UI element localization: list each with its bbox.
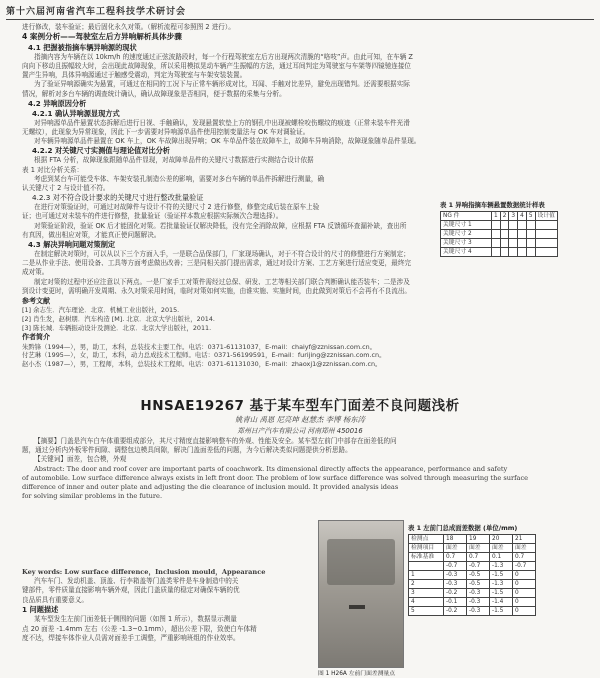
table-cell: 0 <box>513 589 536 598</box>
table-1-block <box>440 200 558 257</box>
door-window <box>327 539 395 585</box>
article-body <box>22 568 312 643</box>
keywords-cn: 【关键词】面差，包合模，外观 <box>34 455 127 464</box>
abstract-en: for solving similar problems in the future. <box>22 492 163 501</box>
paragraph: 对策验证阶段，验证 OK 后才能固化对策。若批量验证仅解决降低，没有完全消除故障，应根据 FTA 反馈循环查漏补缺，查出所 <box>34 221 407 230</box>
paragraph: 为了验证异响源确实为悬置，可通过在相同的工况下与正常车辆形成对比，耳闻、手触对比差异，避免出现错判。还需要根据实际 <box>34 80 410 89</box>
table-cell: -0.3 <box>467 607 490 616</box>
table-cell: -0.2 <box>444 589 467 598</box>
table-header-cell: 设计值 <box>535 212 557 221</box>
paragraph: 考虑到某台车可能受车体、车架安装孔制造公差的影响，需要对多台车辆的单品件拆解进行测量，确 <box>34 174 325 183</box>
journal-header: 第十六届河南省汽车工程科技学术研讨会 <box>6 7 187 17</box>
table-row <box>409 607 536 616</box>
paragraph: 某车型发生左前门面差低于侧围的问题（如图 1 所示），数据显示测量 <box>34 615 237 624</box>
paragraph: 指摘内容为车辆在以 10km/h 的速度通过正弦波路段时，每一个行程驾驶室左后方出现两次清脆的“咯吱”声。由此可知，在车辆 Z <box>34 52 413 61</box>
table-cell: -0.7 <box>444 562 467 571</box>
paragraph: 键部件，零件质量直接影响车辆外观，因此门盖质量的稳定对确保车辆的优 <box>22 586 240 595</box>
table-cell: 0 <box>513 571 536 580</box>
table-row <box>409 571 536 580</box>
table-cell: 面差 <box>490 544 513 553</box>
table-cell <box>409 562 444 571</box>
author-bio-title: 作者简介 <box>22 333 50 342</box>
article-affiliation: 郑州日产汽车有限公司 河南郑州 450016 <box>237 427 363 435</box>
table-cell: 0 <box>513 598 536 607</box>
table-row <box>441 239 558 248</box>
table-row <box>441 248 558 257</box>
paragraph: 在制定解决对策时，可以从以下三个方面入手，一是联合品保部门，厂家现场确认，对于不符合设计的尺寸的修整进行方案制定； <box>34 249 410 258</box>
table-cell: 5 <box>409 607 444 616</box>
table-row <box>409 580 536 589</box>
table-cell: 面差 <box>467 544 490 553</box>
table-cell: 检测项目 <box>409 544 444 553</box>
paragraph: 度不达，焊接车体作业人员需对面差手工调整，严重影响班组的作业效率。 <box>22 633 240 642</box>
table-cell: 关键尺寸 3 <box>441 239 492 248</box>
table-row <box>409 562 536 571</box>
table-row <box>409 544 536 553</box>
paragraph: 证；也可通过对未装车的件进行修整，批量验证（验证样本数应根据实际频次合理选择）。 <box>22 212 283 221</box>
table-cell: 0 <box>513 580 536 589</box>
abstract-cn: 【摘要】门盖是汽车白车体重要组成部分，其尺寸精度直接影响整车的外观、性能及安全。某车型左前门中部存在面差低的问 <box>34 437 397 445</box>
paragraph: 置产生异响，具体异响源通过于触感受震动，判定为驾驶室与车架安装装置。 <box>22 71 247 80</box>
table-cell: 3 <box>409 589 444 598</box>
abstract-block <box>22 437 578 501</box>
table-cell: -0.1 <box>444 598 467 607</box>
paragraph: 制定对策的过程中还应注意以下两点。一是厂家手工对策件需经过总保、研发、工艺等相关部门联合判断确认能否装车；二是涉及 <box>34 277 410 286</box>
paragraph: 汽车车门、发动机盖、顶盖、行李箱盖等门盖类零件是车身制造中的关 <box>34 577 239 586</box>
paragraph: 无螺纹），此现象为异常现象，因此下一步需要对异响源单品件使用控制变量法与 OK 车对调验证。 <box>22 127 310 136</box>
paragraph: 点 20 面差 -1.4mm 左右（公差 -1.3~0.1mm），超出公差下限，致使白车体精 <box>22 624 257 633</box>
table-cell: 1 <box>409 571 444 580</box>
table-cell: -1.5 <box>490 607 513 616</box>
table-cell: -0.2 <box>444 607 467 616</box>
table-header-cell: 2 <box>500 212 509 221</box>
article-authors: 姚青山 禹恩 尼亮坤 赵慧杰 李博 杨东涛 <box>235 415 365 424</box>
table-1-caption: 表 1 异响指摘车辆悬置数据统计样表 <box>440 201 545 209</box>
paragraph: 在进行对策验证时，可通过对故障件与设计不符的关键尺寸 2 进行修整，修整完成后装在原车上验 <box>34 203 320 212</box>
paragraph: 向向下移动且振幅较大时，会出现此故障现象，所以采用模拟晃动车辆产生振幅的方法，通过耳间判定为驾驶室与车架等四镜驰连接位 <box>22 61 412 70</box>
upper-article <box>22 23 578 369</box>
table-header-row <box>441 212 558 221</box>
abstract-en: of automobile. Low surface difference always exists in left front door. The problem of low surface difference was solved through measuring the surface <box>22 473 529 482</box>
section-4-2-title: 4.2 异响原因分析 <box>28 98 87 108</box>
abstract-en: Abstract: The door and roof cover are important parts of coachwork. Its dimensional directly affects the appearance, performance and safety <box>34 464 508 473</box>
figure-1-door-photo <box>318 520 404 668</box>
table-cell: 19 <box>467 535 490 544</box>
table-cell: -1.5 <box>490 571 513 580</box>
article-title: HNSAE19267 基于某车型车门面差不良问题浅析 <box>140 398 460 414</box>
section-4-2-3-title: 4.2.3 对不符合设计要求的关键尺寸进行整改批量验证 <box>32 193 204 203</box>
table-cell: 18 <box>444 535 467 544</box>
table-cell: -0.5 <box>467 580 490 589</box>
paragraph: 对异响源单品件悬置状态拆解后进行日视、手触确认，发现悬置软垫上方的钢孔中出现被螺栓咬伤螺纹的痕迹（正常未装车件光滑 <box>34 118 410 127</box>
paragraph: 情况，解析对多台车辆的调查统计确认，确认故障现象是否相同，便于数据的采集与分析。 <box>22 89 286 98</box>
table-cell: 20 <box>490 535 513 544</box>
table-header-cell: NG 件 <box>441 212 492 221</box>
table-cell: 面差 <box>513 544 536 553</box>
reference-item: [2] 肖生发，赵树朋．汽车构造 [M]. 北京．北京大学出版社，2014. <box>22 315 215 324</box>
table-row <box>409 553 536 562</box>
references-title: 参考文献 <box>22 296 50 305</box>
table-header-cell: 5 <box>526 212 535 221</box>
table-2-block <box>408 523 536 616</box>
table-cell: 0 <box>513 607 536 616</box>
section-4-2-1-title: 4.2.1 确认异响源显现方式 <box>32 108 120 118</box>
table-cell: -0.5 <box>467 571 490 580</box>
reference-item: [3] 陈长城．车辆振动设计及测论．北京．北京大学出版社，2011. <box>22 323 212 332</box>
table-cell: 21 <box>513 535 536 544</box>
table-cell: -0.3 <box>467 598 490 607</box>
table-cell: 2 <box>409 580 444 589</box>
table-cell: -0.3 <box>444 580 467 589</box>
table-header-cell: 4 <box>518 212 527 221</box>
table-row <box>409 589 536 598</box>
table-cell: 关键尺寸 2 <box>441 230 492 239</box>
header-rule <box>6 19 594 20</box>
paragraph: 有真因，做出相应对策，才能真正使问题解决。 <box>22 230 161 239</box>
door-handle <box>349 605 365 609</box>
table-header-cell: 3 <box>509 212 518 221</box>
table-row <box>409 598 536 607</box>
abstract-en: difference of inner and outer plate and adjusting the die clearance of inclusion mould. It provided analysis ideas <box>22 483 399 492</box>
table-cell: -0.3 <box>467 589 490 598</box>
author-bio: 朱黔锋（1994—），男，助工，本科，总装技术主要工作。电话：0371-61131037，E-mail：chaiyf@zznissan.com.cn。 <box>22 342 377 351</box>
section-4-2-2-title: 4.2.2 对关键尺寸实测值与理论值对比分析 <box>32 146 170 156</box>
figure-1-caption: 图 1 H26A 左前门面差测量点 <box>318 671 396 677</box>
table-cell: 0.7 <box>467 553 490 562</box>
paragraph: 表 1 对比分析关系： <box>22 165 84 174</box>
author-bio: 赵小杰（1987—），男，工程师，本科，总装技术工程师。电话：0371-61131030，E-mail：zhaoxj1@zznissan.com.cn。 <box>22 359 382 368</box>
section-4-1-title: 4.1 把握被指摘车辆异响源的现状 <box>28 42 137 52</box>
table-cell: -0.7 <box>467 562 490 571</box>
section-1-title: 1 问题描述 <box>22 604 59 614</box>
paragraph: 良品质具有重要意义。 <box>22 595 88 604</box>
abstract-cn: 题，通过分析内外板零件间隙、调整包边模具间隙，解决门盖面差低的问题，为今后解决类似问题提供分析思路。 <box>22 446 352 455</box>
table-cell: -1.4 <box>490 598 513 607</box>
table-2-caption: 表 1 左前门总成面差数据 (单位/mm) <box>408 524 518 532</box>
table-cell: -0.7 <box>513 562 536 571</box>
paragraph: 根据 FTA 分析，故障现象跟随单品件显现，对故障单品件的关键尺寸数据进行实测结合设计依据 <box>34 156 314 165</box>
table-cell: 面差 <box>444 544 467 553</box>
table-cell: 0.7 <box>513 553 536 562</box>
paragraph: 对车辆异响源单品件悬置在 OK 车上，OK 车故障出现异响；OK 车单品件装在故障车上，故障车异响消除，故障现象随单品件显现。 <box>34 137 421 146</box>
table-header-row <box>409 535 536 544</box>
table-cell: -1.3 <box>490 580 513 589</box>
table-cell: -1.5 <box>490 589 513 598</box>
table-cell: -0.3 <box>444 571 467 580</box>
paragraph: 到设计变更时，需明确开发周期、永久对策采用时间，临时对策如何实施，由谁实施、实施时间，由此做到对策后不会再有不良流出。 <box>22 286 412 295</box>
paragraph: 认关键尺寸 2 与设计值不符。 <box>22 183 110 192</box>
table-1 <box>440 211 558 257</box>
table-row <box>441 221 558 230</box>
intro-line: 进行修改，装车验证；最后固化永久对策。（解析流程可参照图 2 进行）。 <box>22 23 235 31</box>
section-4-title: 4 案例分析——驾驶室左后方异响解析具体步骤 <box>22 32 182 42</box>
section-4-3-title: 4.3 解决异响问题对策制定 <box>28 239 116 249</box>
table-cell: 检测点 <box>409 535 444 544</box>
author-bio: 付艺琳（1995—），女，助工，本科，动力总成技术工程师。电话：0371-56199591，E-mail：furijing@zznissan.com.cn。 <box>22 351 386 360</box>
keywords-en: Key words: Low surface difference，Inclusion mould，Appearance <box>22 568 266 576</box>
table-row <box>441 230 558 239</box>
paragraph: 成对策。 <box>22 268 49 277</box>
table-cell: -1.3 <box>490 562 513 571</box>
table-2 <box>408 534 536 616</box>
table-cell: 4 <box>409 598 444 607</box>
table-cell: 关键尺寸 1 <box>441 221 492 230</box>
paragraph: 二是从作业手法、使用设备、工具等方面考虑做出改善；三是同相关部门提出需求，通过对设计方案、工艺方案进行适应变更，最终完 <box>22 259 412 268</box>
table-cell: 0.1 <box>490 553 513 562</box>
table-cell: 关键尺寸 4 <box>441 248 492 257</box>
table-header-cell: 1 <box>492 212 501 221</box>
reference-item: [1] 余志生．汽车理论．北京．机械工业出版社，2015. <box>22 306 180 315</box>
table-cell: 标准基准 <box>409 553 444 562</box>
table-cell: 0.7 <box>444 553 467 562</box>
